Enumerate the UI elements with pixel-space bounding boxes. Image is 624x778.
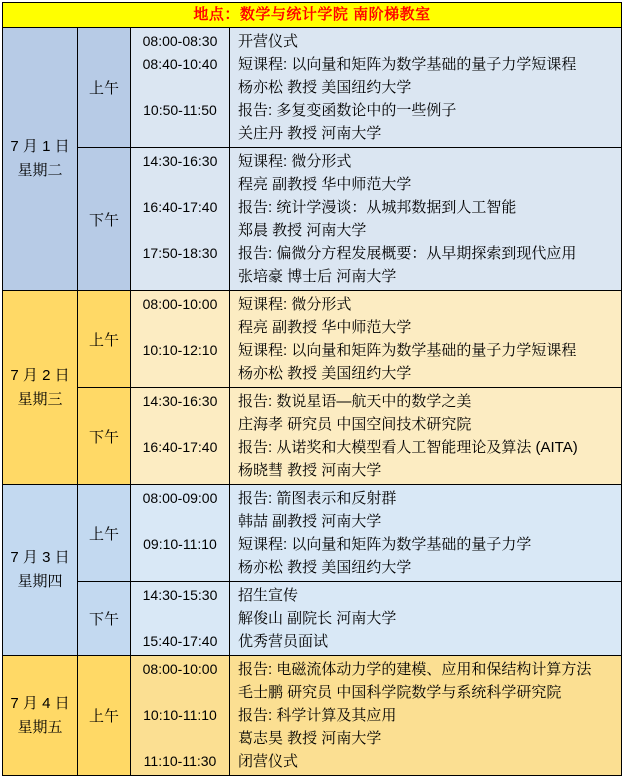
date-line: 7 月 2 日 — [10, 366, 70, 384]
content-column — [230, 148, 621, 290]
content-column — [230, 388, 621, 484]
date-line: 星期四 — [17, 573, 63, 590]
time-column — [131, 485, 230, 581]
date-cell — [3, 291, 78, 484]
content-line: 葛志昊 教授 河南大学 — [238, 730, 382, 747]
time-cell: 11:10-11:30 — [143, 753, 217, 769]
content-line: 短课程: 以向量和矩阵为数学基础的量子力学短课程 — [238, 56, 577, 73]
content-line: 开营仪式 — [238, 33, 299, 50]
time-cell: 14:30-16:30 — [142, 153, 218, 169]
day-block — [3, 655, 621, 775]
content-line: 郑晨 教授 河南大学 — [238, 222, 367, 239]
time-cell-spacer — [131, 413, 229, 436]
period-row — [78, 485, 621, 581]
time-cell-spacer — [131, 510, 229, 533]
content-line: 杨亦松 教授 美国纽约大学 — [238, 559, 412, 576]
time-cell: 14:30-15:30 — [142, 587, 218, 603]
time-cell: 16:40-17:40 — [142, 439, 218, 455]
date-cell — [3, 485, 78, 655]
date-line: 星期五 — [17, 718, 63, 736]
period-cell: 上午 — [78, 656, 131, 775]
time-cell-spacer — [131, 76, 229, 99]
content-line: 报告: 箭图表示和反射群 — [238, 490, 397, 507]
content-column — [230, 485, 621, 581]
time-column — [131, 148, 230, 290]
time-cell: 08:40-10:40 — [142, 56, 218, 72]
content-line: 报告: 数说星语—航天中的数学之美 — [238, 393, 472, 410]
date-line: 星期二 — [17, 162, 63, 179]
time-cell-spacer — [131, 219, 229, 242]
period-row — [78, 387, 621, 484]
content-line: 报告: 偏微分方程发展概要：从早期探索到现代应用 — [238, 245, 577, 262]
schedule-table — [2, 2, 622, 776]
period-cell: 上午 — [78, 485, 131, 581]
content-line: 韩喆 副教授 河南大学 — [238, 513, 382, 530]
time-cell: 14:30-16:30 — [142, 393, 218, 409]
time-cell: 10:10-11:10 — [143, 707, 217, 723]
periods-column — [78, 291, 621, 484]
time-cell: 09:10-11:10 — [143, 536, 217, 552]
time-cell: 08:00-08:30 — [142, 33, 218, 49]
time-column — [131, 388, 230, 484]
period-row — [78, 291, 621, 387]
content-line: 报告: 多复变函数论中的一些例子 — [238, 102, 457, 119]
content-line: 招生宣传 — [238, 587, 299, 604]
time-cell-spacer — [131, 459, 229, 482]
periods-column — [78, 485, 621, 655]
content-line: 报告: 科学计算及其应用 — [238, 707, 397, 724]
period-row — [78, 28, 621, 147]
time-cell: 08:00-10:00 — [142, 661, 218, 677]
date-line: 7 月 3 日 — [10, 549, 70, 566]
time-cell: 08:00-09:00 — [142, 490, 218, 506]
periods-column — [78, 656, 621, 775]
day-block — [3, 484, 621, 655]
location-header: 地点：数学与统计学院 南阶梯教室 — [3, 3, 621, 27]
period-row — [78, 147, 621, 290]
content-line: 程亮 副教授 华中师范大学 — [238, 176, 412, 193]
date-line: 7 月 4 日 — [10, 694, 70, 712]
content-line: 杨亦松 教授 美国纽约大学 — [238, 79, 412, 96]
content-line: 闭营仪式 — [238, 753, 299, 770]
period-row — [78, 581, 621, 655]
content-line: 短课程: 微分形式 — [238, 296, 352, 313]
time-cell-spacer — [131, 122, 229, 145]
content-line: 关庄丹 教授 河南大学 — [238, 125, 382, 142]
period-row — [78, 656, 621, 775]
time-column — [131, 656, 230, 775]
content-line: 杨晓彗 教授 河南大学 — [238, 462, 382, 479]
content-column — [230, 28, 621, 147]
content-column — [230, 291, 621, 387]
period-cell: 下午 — [78, 388, 131, 484]
content-line: 毛士鹏 研究员 中国科学院数学与系统科学研究院 — [238, 684, 562, 701]
content-line: 杨亦松 教授 美国纽约大学 — [238, 365, 412, 382]
time-cell: 15:40-17:40 — [142, 633, 218, 649]
date-cell — [3, 28, 78, 290]
content-line: 报告: 统计学漫谈：从城邦数据到人工智能 — [238, 199, 517, 216]
time-cell-spacer — [131, 556, 229, 579]
time-cell: 10:50-11:50 — [143, 102, 217, 118]
periods-column — [78, 28, 621, 290]
content-line: 短课程: 微分形式 — [238, 153, 352, 170]
time-cell-spacer — [131, 265, 229, 288]
content-line: 庄海孝 研究员 中国空间技术研究院 — [238, 416, 472, 433]
day-block — [3, 27, 621, 290]
content-line: 张培豪 博士后 河南大学 — [238, 268, 397, 285]
date-cell — [3, 656, 78, 775]
content-column — [230, 656, 621, 775]
time-cell: 16:40-17:40 — [142, 199, 218, 215]
date-line: 星期三 — [17, 390, 63, 408]
date-line: 7 月 1 日 — [10, 138, 70, 155]
time-cell-spacer — [131, 681, 229, 704]
time-cell-spacer — [131, 607, 229, 630]
time-cell-spacer — [131, 362, 229, 385]
time-cell: 08:00-10:00 — [142, 296, 218, 312]
schedule-body — [3, 27, 621, 775]
content-column — [230, 582, 621, 655]
time-column — [131, 291, 230, 387]
content-line: 短课程: 以向量和矩阵为数学基础的量子力学 — [238, 536, 532, 553]
time-cell-spacer — [131, 173, 229, 196]
content-line: 报告: 从诺奖和大模型看人工智能理论及算法 (AITA) — [238, 439, 578, 456]
period-cell: 上午 — [78, 28, 131, 147]
time-cell: 17:50-18:30 — [142, 245, 218, 261]
day-block — [3, 290, 621, 484]
content-line: 报告: 电磁流体动力学的建模、应用和保结构计算方法 — [238, 661, 592, 678]
time-column — [131, 582, 230, 655]
time-column — [131, 28, 230, 147]
period-cell: 上午 — [78, 291, 131, 387]
period-cell: 下午 — [78, 582, 131, 655]
period-cell: 下午 — [78, 148, 131, 290]
content-line: 程亮 副教授 华中师范大学 — [238, 319, 412, 336]
content-line: 优秀营员面试 — [238, 633, 329, 650]
content-line: 解俊山 副院长 河南大学 — [238, 610, 397, 627]
time-cell: 10:10-12:10 — [142, 342, 218, 358]
content-line: 短课程: 以向量和矩阵为数学基础的量子力学短课程 — [238, 342, 577, 359]
time-cell-spacer — [131, 316, 229, 339]
time-cell-spacer — [131, 727, 229, 750]
